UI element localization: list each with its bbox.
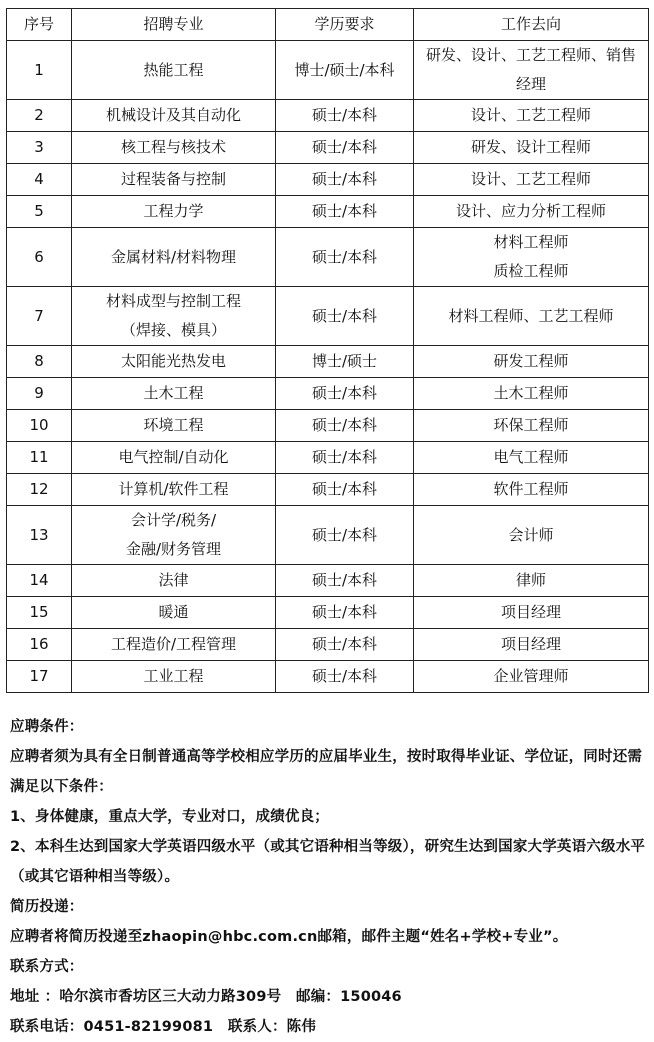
- table-row: [7, 474, 649, 506]
- cell-job: [414, 629, 649, 661]
- cell-degree: 硕士/本科: [276, 100, 414, 132]
- cell-no: 13: [7, 506, 72, 565]
- table-row: [7, 228, 649, 287]
- cell-degree: 硕士/本科: [276, 506, 414, 565]
- cell-major-line: 材料成型与控制工程: [105, 292, 241, 310]
- table-row: [7, 41, 649, 100]
- cell-job: [414, 41, 649, 100]
- cell-job: [414, 228, 649, 287]
- cell-degree: 硕士/本科: [276, 287, 414, 346]
- cell-job: [414, 378, 649, 410]
- cell-degree: 硕士/本科: [276, 474, 414, 506]
- cell-no: 4: [7, 164, 72, 196]
- cell-job-line: 企业管理师: [493, 667, 569, 685]
- cell-major-line: 过程装备与控制: [120, 170, 226, 188]
- cell-job: [414, 661, 649, 693]
- cell-major: [72, 196, 276, 228]
- cell-no: 1: [7, 41, 72, 100]
- conditions-title: 应聘条件：: [10, 719, 84, 735]
- table-header-row: [7, 9, 649, 41]
- cell-job-line: 软件工程师: [493, 480, 569, 498]
- cell-job-line: 设计、应力分析工程师: [455, 202, 606, 220]
- cell-no: 8: [7, 346, 72, 378]
- cell-degree: 硕士/本科: [276, 661, 414, 693]
- cell-job: [414, 597, 649, 629]
- table-row: [7, 565, 649, 597]
- cell-major-line: 土木工程: [143, 384, 204, 402]
- cell-job-line: 环保工程师: [493, 416, 569, 434]
- recruitment-table: [6, 8, 649, 693]
- cell-major: [72, 228, 276, 287]
- cell-major: [72, 346, 276, 378]
- table-row: [7, 597, 649, 629]
- cell-degree: 硕士/本科: [276, 196, 414, 228]
- cell-job: [414, 196, 649, 228]
- cell-major-line: 电气控制/自动化: [118, 448, 229, 466]
- conditions-intro: 应聘者须为具有全日制普通高等学校相应学历的应届毕业生，按时取得毕业证、学位证，同时还需满足以下条件：: [10, 749, 643, 795]
- table-row: [7, 442, 649, 474]
- cell-job: [414, 506, 649, 565]
- cell-job-line: 研发、设计、工艺工程师、销售: [425, 46, 636, 64]
- cell-degree: 硕士/本科: [276, 378, 414, 410]
- cell-major-line: 计算机/软件工程: [118, 480, 229, 498]
- contact-address: 地址 ：哈尔滨市香坊区三大动力路309号 邮编：150046: [10, 989, 402, 1005]
- cell-major-line: 会计学/税务/: [130, 511, 217, 529]
- cell-major: [72, 474, 276, 506]
- cell-no: 7: [7, 287, 72, 346]
- cell-job: [414, 346, 649, 378]
- resume-text: 应聘者将简历投递至zhaopin@hbc.com.cn邮箱，邮件主题“姓名+学校+专业”。: [10, 929, 568, 945]
- header-no: 序号: [7, 9, 72, 41]
- cell-no: 2: [7, 100, 72, 132]
- cell-job-line: 律师: [515, 571, 546, 589]
- cell-no: 11: [7, 442, 72, 474]
- cell-degree: 博士/硕士/本科: [276, 41, 414, 100]
- cell-major-line: 核工程与核技术: [120, 138, 226, 156]
- cell-degree: 硕士/本科: [276, 597, 414, 629]
- cell-major: [72, 410, 276, 442]
- cell-degree: 硕士/本科: [276, 164, 414, 196]
- cell-no: 12: [7, 474, 72, 506]
- cell-no: 3: [7, 132, 72, 164]
- cell-major-line: 金融/财务管理: [125, 540, 222, 558]
- table-row: [7, 164, 649, 196]
- cell-major-line: 金属材料/材料物理: [110, 247, 237, 266]
- table-row: [7, 378, 649, 410]
- condition-1: 1、身体健康，重点大学，专业对口，成绩优良；: [10, 809, 329, 825]
- cell-job-line: 质检工程师: [493, 262, 569, 280]
- cell-job-line: 会计师: [508, 525, 554, 544]
- cell-job-line: 材料工程师: [493, 233, 569, 251]
- header-major: 招聘专业: [72, 9, 276, 41]
- cell-degree: 硕士/本科: [276, 228, 414, 287]
- cell-no: 10: [7, 410, 72, 442]
- condition-2: 2、本科生达到国家大学英语四级水平（或其它语种相当等级），研究生达到国家大学英语六级水平（或其它语种相当等级）。: [10, 839, 646, 885]
- cell-job-line: 设计、工艺工程师: [470, 170, 591, 188]
- cell-degree: 硕士/本科: [276, 629, 414, 661]
- table-row: [7, 346, 649, 378]
- cell-major: [72, 164, 276, 196]
- cell-degree: 博士/硕士: [276, 346, 414, 378]
- cell-major-line: 环境工程: [143, 416, 204, 434]
- cell-no: 6: [7, 228, 72, 287]
- cell-job-line: 研发、设计工程师: [470, 138, 591, 156]
- cell-major-line: 热能工程: [143, 60, 204, 79]
- cell-no: 5: [7, 196, 72, 228]
- cell-job-line: 电气工程师: [493, 448, 569, 466]
- cell-job: [414, 442, 649, 474]
- cell-major-line: 法律: [158, 571, 189, 589]
- resume-title: 简历投递：: [10, 899, 84, 915]
- notes-section: [10, 712, 654, 1042]
- cell-major: [72, 132, 276, 164]
- cell-no: 9: [7, 378, 72, 410]
- contact-phone: 联系电话：0451-82199081 联系人：陈伟: [10, 1019, 317, 1035]
- cell-job: [414, 410, 649, 442]
- cell-degree: 硕士/本科: [276, 132, 414, 164]
- cell-major-line: 工程力学: [143, 202, 204, 220]
- cell-major: [72, 378, 276, 410]
- table-row: [7, 661, 649, 693]
- cell-degree: 硕士/本科: [276, 442, 414, 474]
- cell-degree: 硕士/本科: [276, 565, 414, 597]
- cell-job: [414, 287, 649, 346]
- cell-major: [72, 41, 276, 100]
- cell-no: 15: [7, 597, 72, 629]
- cell-job: [414, 164, 649, 196]
- cell-job-line: 材料工程师、工艺工程师: [448, 306, 614, 325]
- cell-job-line: 项目经理: [500, 603, 561, 621]
- table-row: [7, 100, 649, 132]
- cell-job: [414, 565, 649, 597]
- cell-major-line: 工程造价/工程管理: [110, 635, 237, 653]
- cell-major: [72, 100, 276, 132]
- table-row: [7, 196, 649, 228]
- cell-major-line: 暖通: [158, 603, 189, 621]
- table-row: [7, 132, 649, 164]
- cell-degree: 硕士/本科: [276, 410, 414, 442]
- cell-job: [414, 100, 649, 132]
- cell-major: [72, 565, 276, 597]
- cell-job-line: 设计、工艺工程师: [470, 106, 591, 124]
- cell-job-line: 项目经理: [500, 635, 561, 653]
- table-row: [7, 629, 649, 661]
- cell-job-line: 经理: [515, 75, 546, 93]
- table-row: [7, 410, 649, 442]
- cell-no: 17: [7, 661, 72, 693]
- cell-major: [72, 442, 276, 474]
- cell-major: [72, 506, 276, 565]
- cell-no: 16: [7, 629, 72, 661]
- cell-job: [414, 474, 649, 506]
- table-row: [7, 506, 649, 565]
- cell-major-line: 太阳能光热发电: [120, 352, 226, 370]
- table-body: [7, 41, 649, 693]
- cell-major: [72, 661, 276, 693]
- cell-major-line: 机械设计及其自动化: [105, 106, 241, 124]
- header-degree: 学历要求: [276, 9, 414, 41]
- header-job: 工作去向: [414, 9, 649, 41]
- cell-job: [414, 132, 649, 164]
- cell-no: 14: [7, 565, 72, 597]
- table-row: [7, 287, 649, 346]
- cell-job-line: 研发工程师: [493, 352, 569, 370]
- cell-major: [72, 629, 276, 661]
- cell-major: [72, 287, 276, 346]
- cell-major: [72, 597, 276, 629]
- cell-major-line: 工业工程: [143, 667, 204, 685]
- cell-job-line: 土木工程师: [493, 384, 569, 402]
- contact-title: 联系方式：: [10, 959, 84, 975]
- cell-major-line: （焊接、模具）: [120, 321, 226, 339]
